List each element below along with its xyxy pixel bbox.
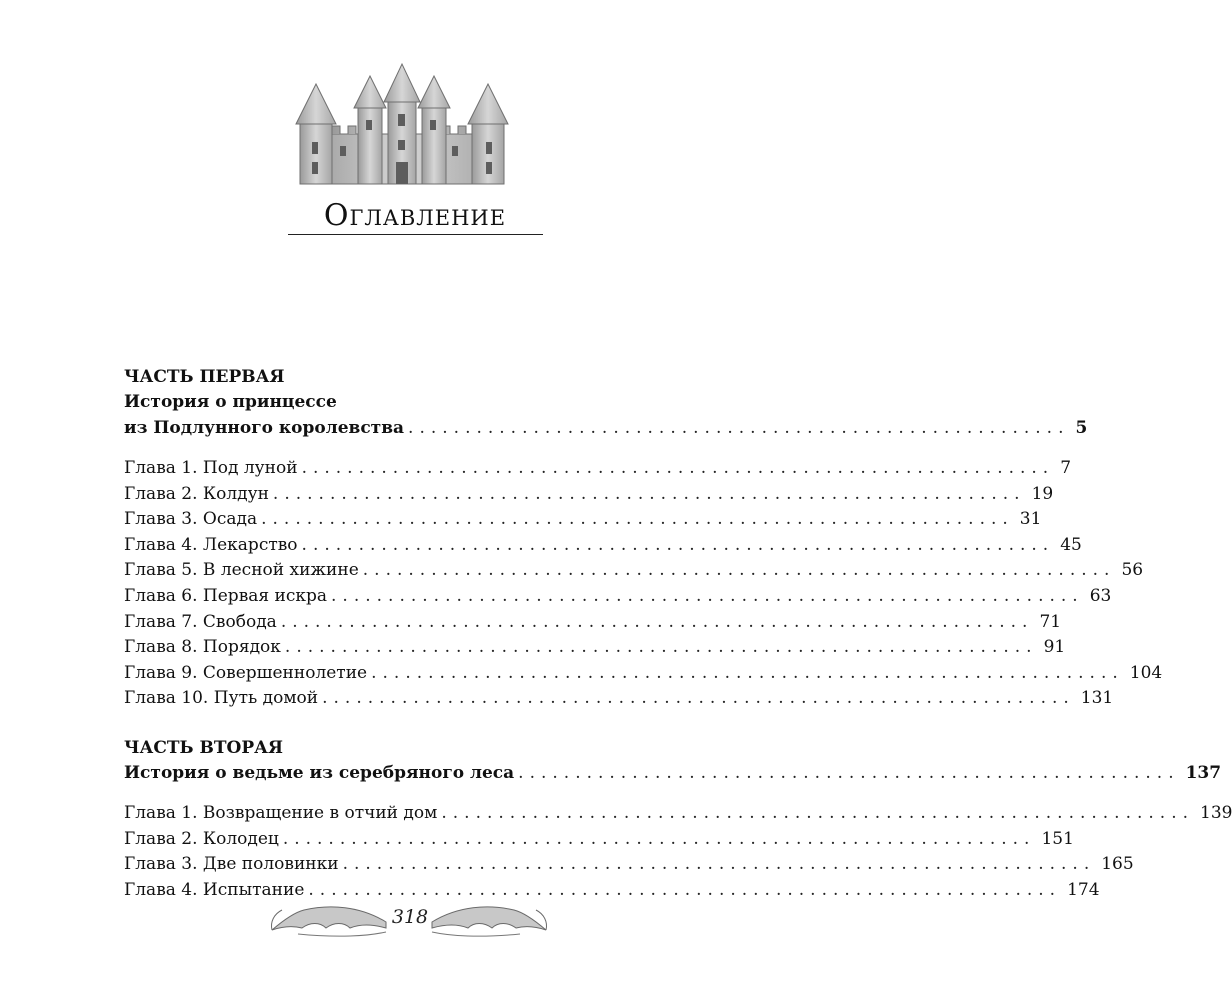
chapter-entry[interactable] [124, 661, 1163, 687]
chapter-entry[interactable] [124, 584, 1112, 610]
dot-leader: .................................................................. [322, 688, 1075, 709]
page-number: 151 [1041, 828, 1074, 849]
page-number: 174 [1067, 879, 1100, 900]
part-story-entry[interactable] [124, 760, 1222, 786]
chapter-title: Глава 3. Две половинки [124, 854, 339, 875]
page-number: 5 [1075, 418, 1088, 438]
chapter-entry[interactable] [124, 482, 1054, 508]
story-title-line: История о ведьме из серебряного леса [124, 762, 515, 783]
page-number-footer: 318 [391, 906, 429, 928]
castle-illustration [292, 62, 512, 186]
chapter-title: Глава 9. Совершеннолетие [124, 662, 368, 683]
page-number: 139 [1200, 802, 1232, 823]
page-number: 31 [1019, 509, 1042, 530]
chapter-entry[interactable] [124, 533, 1082, 559]
table-of-contents [124, 360, 1232, 903]
dot-leader: .................................................................. [331, 585, 1084, 606]
dot-leader: .................................................................. [282, 828, 1036, 849]
page-number: 131 [1080, 688, 1114, 709]
dot-leader: .................................................................. [301, 534, 1055, 555]
title-underline [288, 234, 543, 235]
page-title: Оглавление [323, 198, 507, 233]
part-label: ЧАСТЬ ВТОРАЯ [124, 737, 283, 758]
dot-leader: .................................................................. [342, 854, 1096, 875]
chapter-entry[interactable] [124, 635, 1066, 661]
chapter-title: Глава 3. Осада [124, 509, 258, 530]
chapter-title: Глава 4. Испытание [124, 879, 305, 900]
dot-leader: .................................................................. [284, 637, 1038, 658]
chapter-entry[interactable] [124, 610, 1062, 636]
chapter-entry[interactable] [124, 507, 1042, 533]
chapter-title: Глава 1. Под луной [124, 458, 298, 478]
chapter-title: Глава 6. Первая искра [124, 585, 328, 606]
page-number: 56 [1121, 560, 1144, 581]
story-title-line: из Подлунного королевства [124, 418, 405, 438]
dot-leader: .................................................................. [301, 458, 1055, 478]
dot-leader: .................................................................. [371, 662, 1124, 683]
dot-leader: .................................................................. [261, 509, 1014, 530]
chapter-title: Глава 5. В лесной хижине [124, 560, 359, 581]
dot-leader: .................................................................. [308, 879, 1062, 900]
page-number: 45 [1060, 534, 1082, 555]
page-number: 19 [1031, 483, 1054, 504]
page-number: 71 [1039, 611, 1062, 632]
chapter-title: Глава 2. Колдун [124, 483, 269, 504]
chapter-entry[interactable] [124, 801, 1232, 827]
chapter-title: Глава 7. Свобода [124, 611, 277, 632]
chapter-entry[interactable] [124, 456, 1072, 482]
dot-leader: .......................................................... [408, 418, 1070, 438]
page-number: 91 [1043, 637, 1066, 658]
chapter-entry[interactable] [124, 558, 1144, 584]
chapter-title: Глава 4. Лекарство [124, 534, 298, 555]
page-number: 63 [1089, 585, 1112, 606]
page-number: 137 [1185, 762, 1222, 783]
dot-leader: .................................................................. [441, 802, 1195, 823]
part-story-entry[interactable] [124, 415, 1088, 441]
chapter-title: Глава 2. Колодец [124, 828, 279, 849]
dot-leader: .......................................................... [518, 762, 1180, 783]
page-number: 104 [1129, 662, 1163, 683]
dot-leader: .................................................................. [280, 611, 1034, 632]
chapter-title: Глава 8. Порядок [124, 637, 281, 658]
part-story-heading [124, 389, 704, 415]
dot-leader: .................................................................. [272, 483, 1026, 504]
story-title-line: История о принцессе [124, 392, 337, 412]
chapter-entry[interactable] [124, 827, 1074, 853]
chapter-title: Глава 1. Возвращение в отчий дом [124, 802, 438, 823]
page-number: 7 [1060, 458, 1072, 478]
page-number: 165 [1101, 854, 1134, 875]
chapter-entry[interactable] [124, 686, 1114, 712]
part-label: ЧАСТЬ ПЕРВАЯ [124, 367, 285, 387]
dot-leader: .................................................................. [362, 560, 1116, 581]
chapter-title: Глава 10. Путь домой [124, 688, 319, 709]
chapter-entry[interactable] [124, 852, 1134, 878]
